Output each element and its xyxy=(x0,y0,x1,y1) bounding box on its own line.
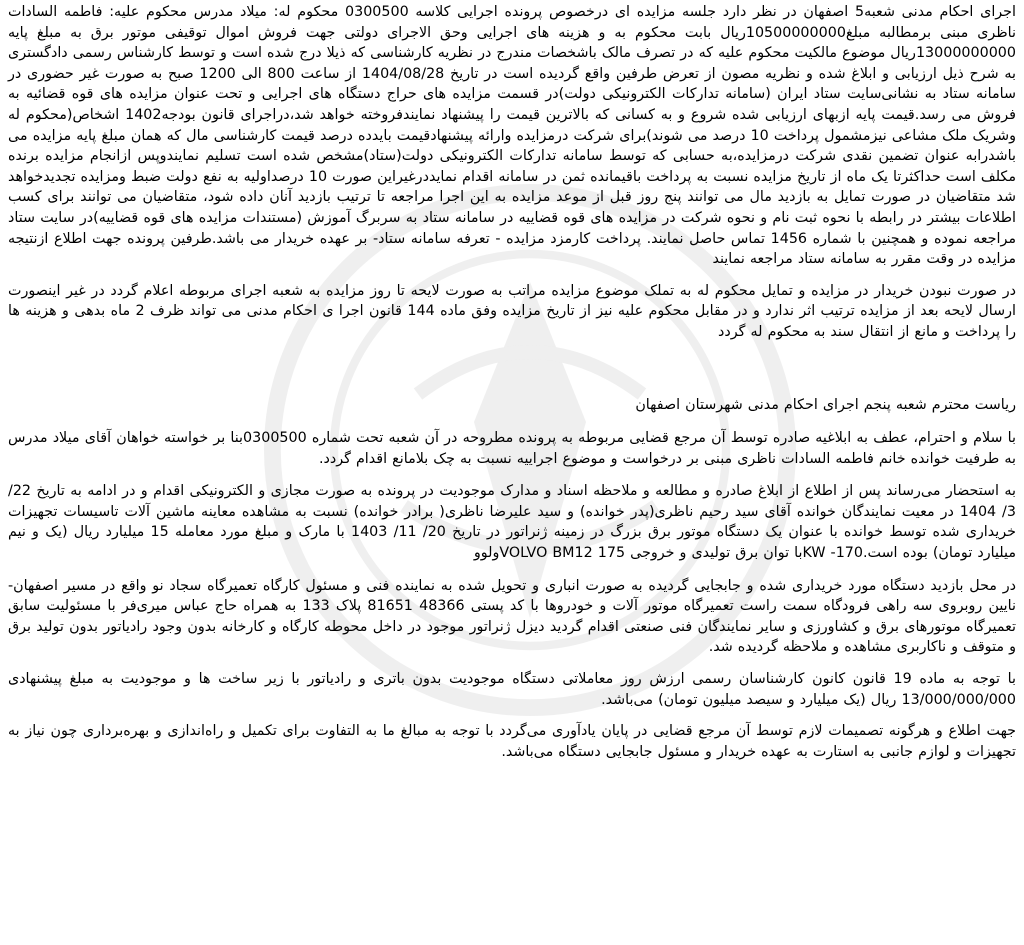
valuation-paragraph: با توجه به ماده 19 قانون کانون کارشناسان رسمی ارزش روز معاملاتی دستگاه موجودیت بدون باتری و رادیاتور با زیر ساخت ها و موجودیت به مبلغ پیشنهادی 13/000/000/000 ریال (یک میلیارد و سیصد میلیون تومان) می‌باشد. xyxy=(8,671,1016,708)
closing-paragraph: جهت اطلاع و هرگونه تصمیمات لازم توسط آن مرجع قضایی در پایان یادآوری می‌گردد با توجه به مبالغ ما به التفاوت برای تکمیل و راه‌اندازی و بهره‌برداری چون نیاز به تجهیزات و لوازم جانبی به استارت به عهده خریدار و مسئول جابجایی دستگاه می‌باشد. xyxy=(8,723,1016,760)
letter-addressee: ریاست محترم شعبه پنجم اجرای احکام مدنی شهرستان اصفهان xyxy=(635,396,1016,413)
auction-notice-paragraph: اجرای احکام مدنی شعبه5 اصفهان در نظر دارد جلسه مزایده ای درخصوص پرونده اجرایی کلاسه 0300500 محکوم له: میلاد مدرس محکوم علیه: فاطمه السادات ناظری مبنی برمطالبه مبلغ10500000000ریال بابت محکوم به و هزینه های اجرایی وحق الاجرای دولتی جهت فروش اموال توقیفی موتور برق به مبلغ پایه 13000000000ریال موضوع مالکیت محکوم علیه که در تصرف مالک باشخصات مندرج در نظریه کارشناسی که ذیلا درج شده است و توسط کارشناس رسمی دادگستری به شرح ذیل ارزیابی و ابلاغ شده و نظریه مصون از تعرض طرفین واقع گردیده است در تاریخ 1404/08/28 از ساعت 800 الی 1200 صبح به صورت غیر حضوری در سامانه ستاد به نشانی‌سایت ستاد ایران (سامانه تدارکات الکترونیکی دولت)در قسمت مزایده های حراج دستگاه های اجرایی و تحت عنوان مزایده های قوه قضائیه به فروش می رسد.قیمت پایه ازبهای ارزیابی شده شروع و به کسانی که بالاترین قیمت را پیشنهاد نمایندفروخته خواهد شد،دراجرای قانون بودجه1402 اشخاص(محکوم له وشریک ملک مشاعی نیزمشمول پرداخت 10 درصد می شوند)برای شرکت درمزایده وارائه پیشنهادقیمت بایدده درصد قیمت کارشناسی مال که همان مبلغ پایه مزایده می باشدرابه عنوان تضمین نقدی شرکت درمزایده،به حسابی که توسط سامانه تدارکات الکترونیکی دولت(ستاد)مشخص شده است تسلیم نمایندوپس ازانجام مزایده برنده مکلف است حداکثرتا یک ماه از تاریخ مزایده نسبت به پرداخت باقیمانده ثمن در سامانه اقدام نمایددرغیراین صورت 10 درصداولیه به نفع دولت ضبط ومزایده تجدیدخواهد شد متقاضیان در صورت تمایل به بازدید مال می توانند پنج روز قبل از موعد مزایده به این اجرا مراجعه تا ترتیب بازدید آنان داده شود، متقاضیان می توانند برای کسب اطلاعات بیشتر در رابطه با نحوه ثبت نام و نحوه شرکت در مزایده های قوه قضاییه در سامانه ستاد به سربرگ آموزش (مستندات مزایده های قوه قضاییه)در سایت ستاد مراجعه نموده و همچنین با شماره 1456 تماس حاصل نمایند. پرداخت کارمزد مزایده - تعرفه سامانه ستاد- بر عهده خریدار می باشد.طرفین پرونده جهت اطلاع ازنتیجه مزایده در وقت مقرر به سامانه ستاد مراجعه نمایند xyxy=(8,4,1017,268)
site-visit-paragraph: در محل بازدید دستگاه مورد خریداری شده و جابجایی گردیده به صورت انباری و تحویل شده به نماینده فنی و مسئول کارگاه تعمیرگاه سجاد نو واقع در مسیر اصفهان- نایین روبروی سه راهی فرودگاه سمت راست تعمیرگاه موتور آلات و خودروها با کد پستی 48366 81651 پلاک 133 به همراه حاج عباس میری‌فر با مسئولیت سابق تعمیرگاه موتورهای برق و کشاورزی و سایر نمایندگان فنی صنعتی اقدام گردید دیزل ژنراتور موجود در داخل محوطه کارگاه و کارخانه بدون وجود رادیاتور بدون تولید برق و متوقف و ناکاربری مشاهده و ملاحظه گردیده شد. xyxy=(8,577,1016,656)
no-buyer-clause-paragraph: در صورت نبودن خریدار در مزایده و تمایل محکوم له به تملک موضوع مزایده مراتب به صورت لایحه تا روز مزایده به شعبه اجرای مربوطه اعلام گردد در غیر اینصورت ارسال لایحه بعد از مزایده ترتیب اثر ندارد و در مقابل محکوم علیه نیز از تاریخ مزایده وفق ماده 144 قانون اجرا ی احکام مدنی می تواند ظرف 2 ماه بدهی و هزینه ها را پرداخت و مانع از انتقال سند به محکوم له گردد xyxy=(8,282,1016,340)
letter-greeting-paragraph: با سلام و احترام، عطف به ابلاغیه صادره توسط آن مرجع قضایی مربوطه به پرونده مطروحه در آن شعبه تحت شماره 0300500بنا بر خواسته خواهان آقای میلاد مدرس به طرفیت خوانده خانم فاطمه السادات ناظری مبنی بر درخواست و موضوع اجراییه نسبت به چک بلامانع اقدام گردد. xyxy=(8,430,1016,467)
inspection-report-paragraph: به استحضار می‌رساند پس از اطلاع از ابلاغ صادره و مطالعه و ملاحظه اسناد و مدارک موجودیت در پرونده به صورت مجازی و الکترونیکی اقدام و در ادامه به تاریخ 22/ 3/ 1404 در معیت نمایندگان خوانده آقای سید رحیم ناظری(پدر خوانده) و سید علیرضا ناظری( برادر خوانده) نسبت به مشاهده معاینه ماشین آلات تاسیسات تجهیزات خریداری شده توسط خوانده با عنوان یک دستگاه موتور برق بزرگ در زمینه ژنراتور در تاریخ 20/ 11/ 1403 با مارک و مبلغ مورد معامله 15 میلیارد ریال (یک و نیم میلیارد تومان) بوده است.170- KWبا توان برق تولیدی و خروجی VOLVO BM12 175ولوو xyxy=(8,483,1016,562)
